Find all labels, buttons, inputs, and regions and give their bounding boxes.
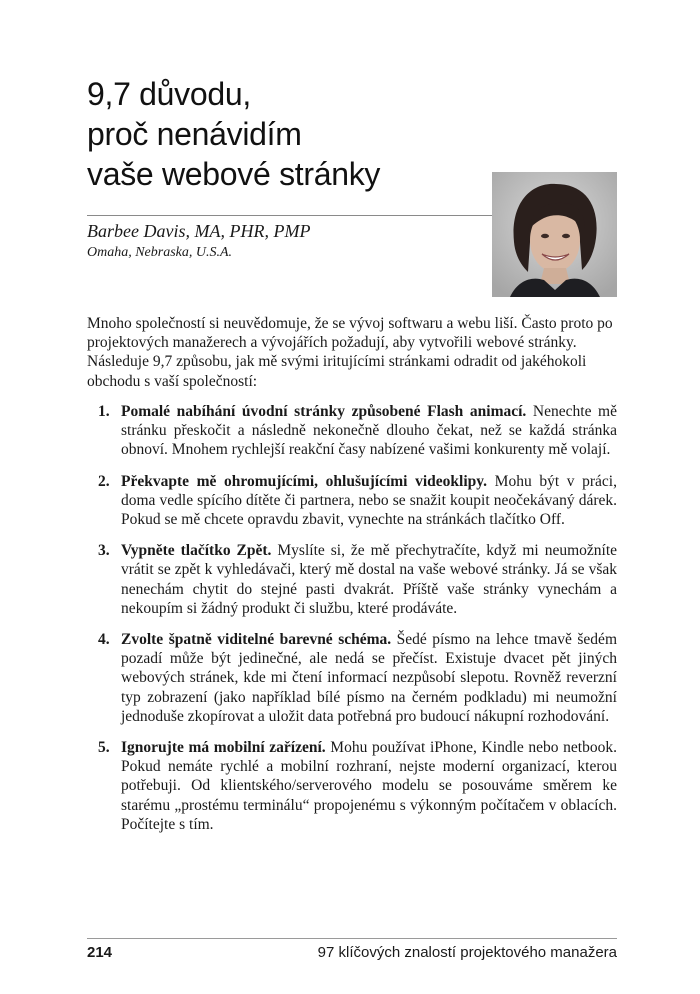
author-name: Barbee Davis, MA, PHR, PMP bbox=[87, 221, 311, 241]
chapter-title-line: proč nenávidím bbox=[87, 116, 302, 152]
item-lead: Vypněte tlačítko Zpět. bbox=[121, 542, 272, 560]
running-footer-title: 97 klíčových znalostí projektového manažera bbox=[317, 944, 617, 961]
footer-divider bbox=[87, 938, 617, 939]
item-lead: Pomalé nabíhání úvodní stránky způsobené Flash animací. bbox=[121, 403, 527, 420]
item-number: 4. bbox=[98, 631, 110, 649]
item-text: Mohu být v práci, doma vedle spícího dítěte či partnera, nebo se snažit koupit neočekávaný dárek. Pokud se mě chcete opravdu zbavit, vynechte na stránkách tlačítko Off. bbox=[121, 472, 617, 529]
item-number: 5. bbox=[98, 739, 110, 757]
item-number: 1. bbox=[98, 403, 110, 420]
item-lead: Překvapte mě ohromujícími, ohlušujícími videoklipy. bbox=[121, 472, 488, 490]
item-text: Nenechte mě stránku přeskočit a následně nekonečně dlouho čekat, než se každá stránka obnoví. Mnohem rychlejší reakční časy nabízené vašimi konkurenty mě volají. bbox=[121, 403, 617, 459]
item-number: 2. bbox=[98, 472, 110, 490]
item-number: 3. bbox=[98, 542, 110, 560]
intro-paragraph: Mnoho společností si neuvědomuje, že se vývoj softwaru a webu liší. Často proto po projektových manažerech a vývojářích požadují, aby vytvořili webové stránky. Následuje 9,7 způsobu, jak mě svými iritujícími stránkami odradit od jakéhokoli obchodu s vaší společností: bbox=[87, 315, 613, 390]
item-lead: Ignorujte má mobilní zařízení. bbox=[121, 739, 326, 757]
chapter-title-line: 9,7 důvodu, bbox=[87, 76, 251, 112]
item-lead: Zvolte špatně viditelné barevné schéma. bbox=[121, 631, 392, 649]
item-text: Šedé písmo na lehce tmavě šedém pozadí může být jedinečné, ale nedá se přečíst. Existuje dvacet pět jiných webových stránek, kde mi čtení informací nezpůsobí slepotu. Rovněž reverzní typ zobrazení (jako například bílé písmo na černém podkladu) mi neumožní jednoduše zkopírovat a uložit data potřebná pro budoucí nákupní rozhodování. bbox=[121, 631, 617, 725]
portrait-image bbox=[492, 172, 617, 297]
page-number: 214 bbox=[87, 944, 113, 961]
list-item bbox=[87, 630, 617, 726]
item-text: Mohu používat iPhone, Kindle nebo netbook. Pokud nemáte rychlé a mobilní rozhraní, nejste moderní organizací, kterou potřebuji. Od klientského/serverového modelu se posouváme směrem ke starému „prostému terminálu“ propojenému s výkonným počítačem v oblacích. Počítejte s tím. bbox=[121, 739, 617, 833]
list-item bbox=[87, 738, 617, 834]
chapter-title bbox=[87, 74, 487, 194]
author-photo bbox=[492, 172, 617, 297]
list-item bbox=[87, 472, 617, 530]
title-divider bbox=[87, 215, 492, 216]
author-location: Omaha, Nebraska, U.S.A. bbox=[87, 245, 233, 260]
chapter-title-line: vaše webové stránky bbox=[87, 156, 381, 192]
list-item bbox=[87, 541, 617, 618]
reasons-list bbox=[87, 402, 617, 846]
list-item bbox=[87, 402, 617, 460]
item-text: Myslíte si, že mě přechytračíte, když mi neumožníte vrátit se zpět k vyhledávači, který mě dostal na vaše webové stránky. Já se však nenechám chytit do stejné pasti dvakrát. Příště vaše stránky vynechám a nekoupím si žádný produkt či službu, které prodáváte. bbox=[121, 542, 618, 617]
